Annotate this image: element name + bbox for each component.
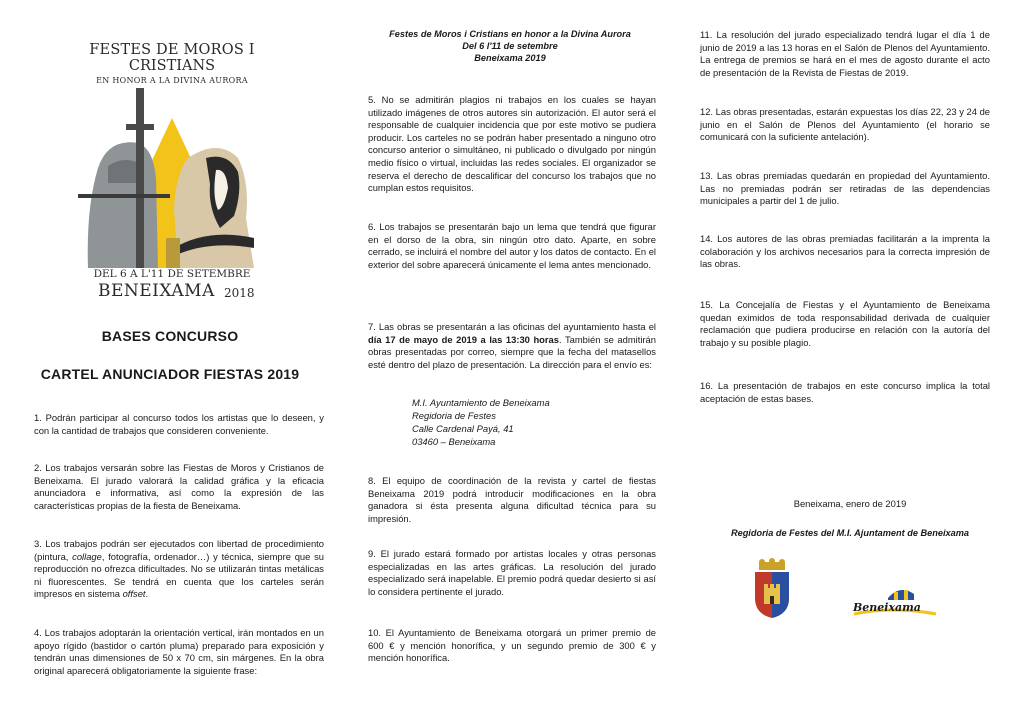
rule-4: 4. Los trabajos adoptarán la orientación vertical, irán montados en un apoyo rígido (bastidor o cartón pluma) preparado para exposición y tendrán unas dimensiones de 50 x 70 cm, sin márgenes. En la obra original aparecerá obligatoriamente la siguiente frase:	[34, 627, 324, 676]
address-line1: M.I. Ayuntamiento de Beneixama	[412, 397, 550, 408]
rule-1: 1. Podrán participar al concurso todos los artistas que lo deseen, y con la cantidad de trabajos que consideren conveniente.	[34, 412, 324, 436]
rule-7-text-a: 7. Las obras se presentarán a las oficinas del ayuntamiento hasta el	[368, 321, 656, 332]
municipal-crest-icon	[751, 558, 793, 620]
signature-organization: Regidoria de Festes del M.I. Ajuntament de Beneixama	[730, 528, 970, 538]
header-line2: Del 6 l'11 de setembre	[462, 41, 558, 51]
poster-town: BENEIXAMA	[98, 281, 215, 301]
poster-year: 2018	[224, 286, 255, 300]
poster-subtitle: EN HONOR A LA DIVINA AURORA	[96, 76, 248, 85]
festival-poster	[78, 34, 266, 312]
poster-illustration	[78, 88, 266, 268]
rule-3-text-c: .	[145, 588, 149, 600]
rule-3	[34, 538, 324, 601]
rule-16: 16. La presentación de trabajos en este concurso implica la total aceptación de estas bases.	[700, 380, 990, 404]
heading-cartel: CARTEL ANUNCIADOR FIESTAS 2019	[40, 366, 300, 382]
rule-3-collage: collage	[72, 550, 102, 562]
rule-15: 15. La Concejalía de Fiestas y el Ayuntamiento de Beneixama quedan eximidos de toda responsabilidad derivada de cualquier reclamación que pudiera producirse en relación con la autoría del trabajo y su posible plagio.	[700, 299, 990, 348]
left-column	[0, 0, 340, 720]
heading-bases: BASES CONCURSO	[101, 328, 239, 344]
logo-text: Beneixama	[853, 601, 921, 614]
rule-11: 11. La resolución del jurado especializado tendrá lugar el día 1 de junio de 2019 a las 13 horas en el Salón de Plenos del Ayuntamiento. La entrega de premios se hará en el mes de agosto durante el acto de presentación de la Revista de Fiestas de 2019.	[700, 29, 990, 78]
rule-7	[368, 321, 656, 371]
address-line2: Regidoria de Festes	[412, 410, 496, 421]
address-line3: Calle Cardenal Payá, 41	[412, 423, 514, 434]
rule-10: 10. El Ayuntamiento de Beneixama otorgará un primer premio de 600 € y mención honorífica, y un segundo premio de 300 € y mención honorífica.	[368, 627, 656, 664]
rule-14: 14. Los autores de las obras premiadas facilitarán a la imprenta la colaboración y los archivos necesarios para la correcta impresión de las obras.	[700, 233, 990, 270]
rule-3-text-b: , fotografía, ordenador…) y técnica, siempre que su reproducción no ofrezca dificultades. No se utilizarán tintas metálicas ni fluorescentes. Se tendrá en cuenta que los carteles serán impresos en sistema	[34, 550, 324, 600]
rule-8: 8. El equipo de coordinación de la revista y cartel de fiestas Beneixama 2019 podrá introducir modificaciones en la obra ganadora si ésta presenta alguna dificultad técnica para su impresión.	[368, 475, 656, 524]
signature-place-date: Beneixama, enero de 2019	[793, 498, 907, 509]
poster-dates: DEL 6 A L'11 DE SETEMBRE	[93, 268, 251, 280]
rule-2: 2. Los trabajos versarán sobre las Fiestas de Moros y Cristianos de Beneixama. El jurado valorará la calidad gráfica y la eficacia anunciadora e informativa, así como la expresión de las características propias de la fiesta de Beneixama.	[34, 462, 324, 511]
header-line1: Festes de Moros i Cristians en honor a la Divina Aurora	[389, 29, 631, 39]
rule-7-deadline: día 17 de mayo de 2019 a las 13:30 horas	[368, 333, 559, 345]
rule-6: 6. Los trabajos se presentarán bajo un lema que tendrá que figurar en el dorso de la obra, sin ningún otro dato. Aparte, en sobre cerrado, se incluirá el nombre del autor y los datos de contacto. En el exterior del sobre aparecerá únicamente el lema antes mencionado.	[368, 221, 656, 270]
poster-title-line1: FESTES DE MOROS I	[89, 42, 255, 58]
rule-5: 5. No se admitirán plagios ni trabajos en los cuales se hayan utilizado imágenes de otros autores sin autorización. El autor será el responsable de cualquier incidencia que por este motivo se pudiera producir. Los carteles no se podrán haber presentado a ninguno otro concurso anterior o simultáneo, ni publicado o divulgado por ningún medio físico o virtual, incluidas las redes sociales. El organizador se reserva el derecho de descalificar del concurso los trabajos que no cumplan estos requisitos.	[368, 94, 656, 194]
rule-7-text-b: . También se admitirán obras presentadas por correo, siempre que la fecha del matasellos esté dentro del plazo de presentación. La dirección para el envío es:	[368, 333, 656, 370]
address-line4: 03460 – Beneixama	[412, 436, 496, 447]
document-header	[360, 28, 660, 64]
rule-3-text-a: 3. Los trabajos podrán ser ejecutados con libertad de procedimiento (pintura,	[34, 538, 324, 562]
poster-title-line2: CRISTIANS	[128, 58, 216, 74]
header-line3: Beneixama 2019	[474, 53, 546, 63]
rule-12: 12. Las obras presentadas, estarán expuestas los días 22, 23 y 24 de junio en el Salón de Plenos del Ayuntamiento (el horario se comunicará con la suficiente antelación).	[700, 106, 990, 143]
rule-9: 9. El jurado estará formado por artistas locales y otras personas especializadas en las artes gráficas. La resolución del jurado especializado será inapelable. El premio podrá quedar desierto si así lo considera pertinente el jurado.	[368, 548, 656, 597]
rule-3-offset: offset	[122, 588, 146, 600]
rule-13: 13. Las obras premiadas quedarán en propiedad del Ayuntamiento. Las no premiadas podrán ser retiradas de las dependencias municipales a partir del 1 de julio.	[700, 170, 990, 207]
